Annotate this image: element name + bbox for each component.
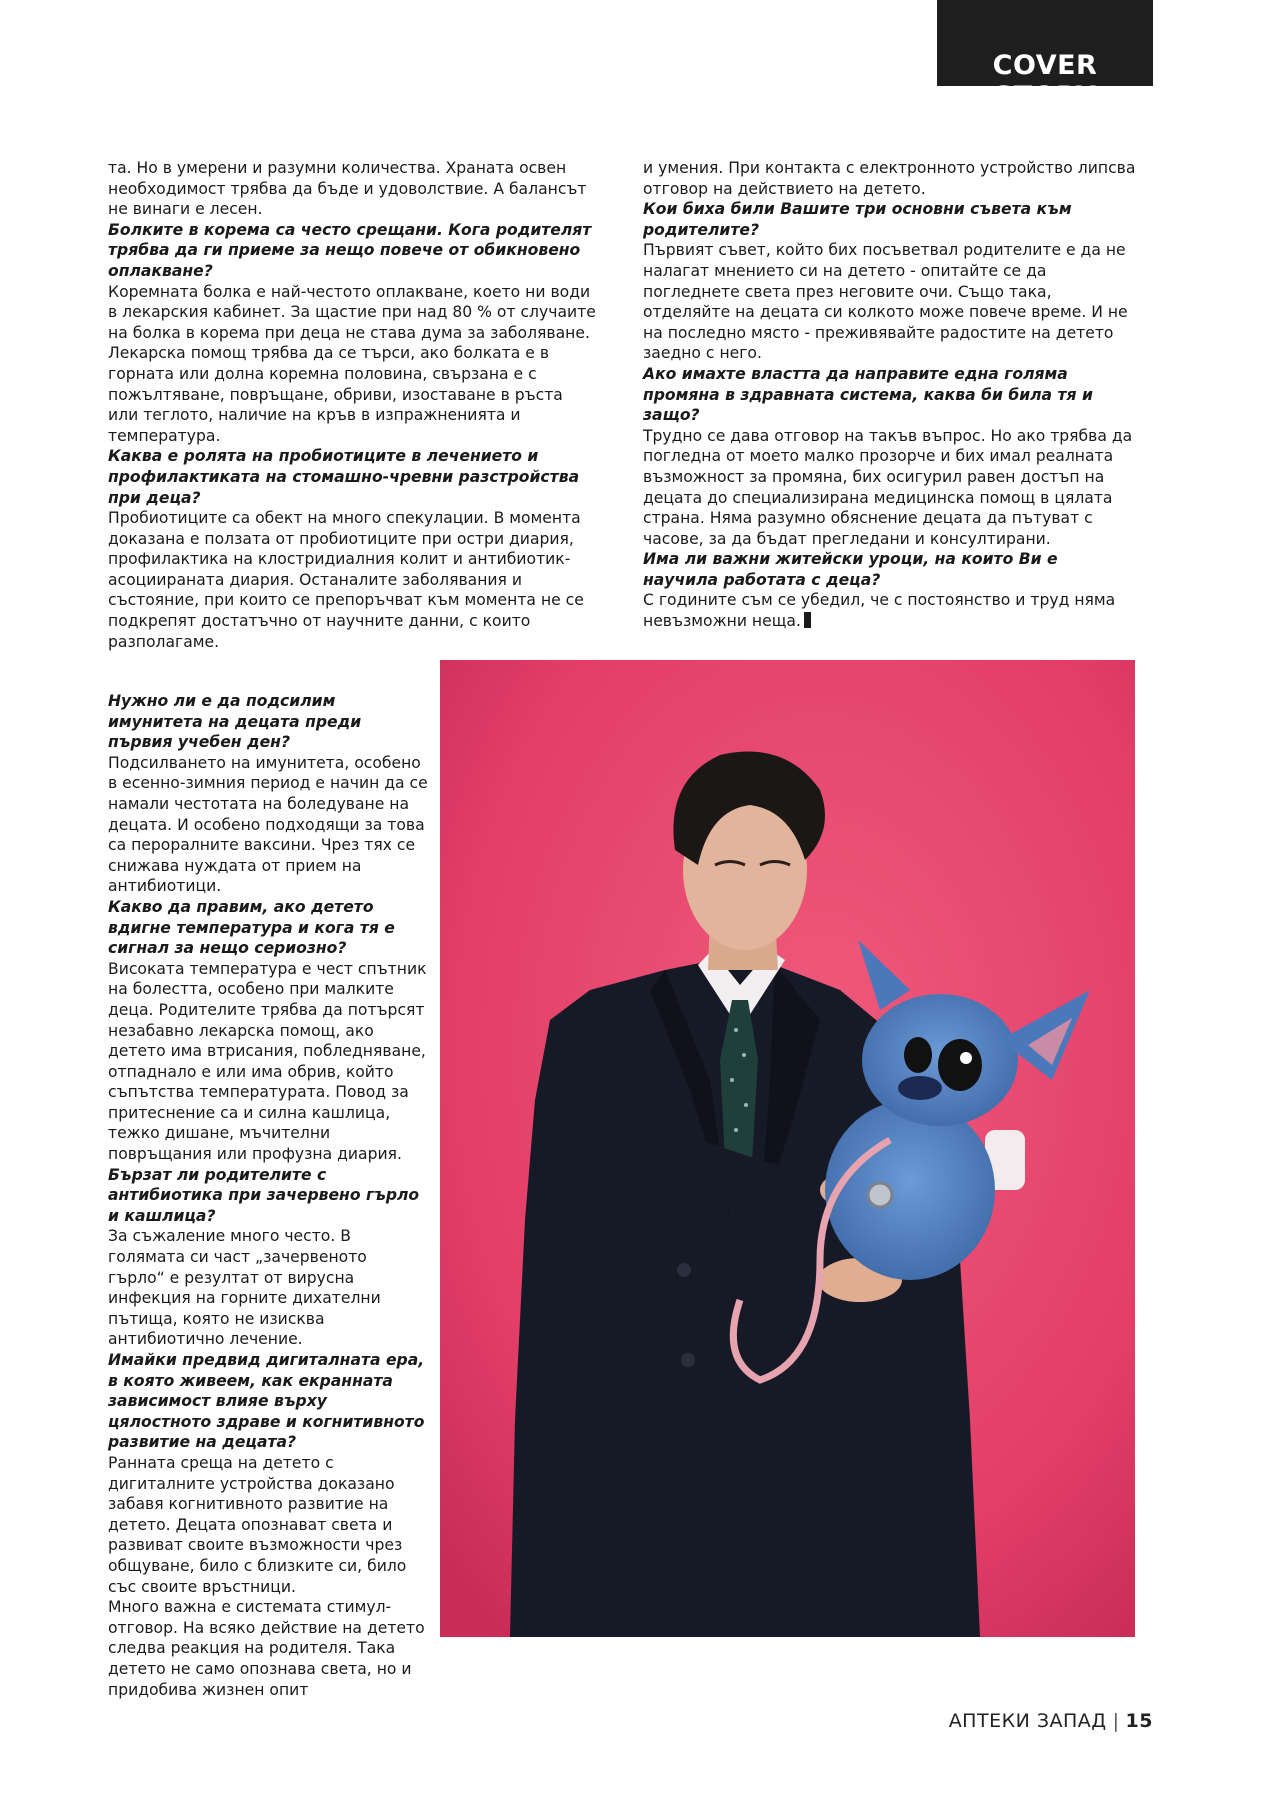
section-label: COVER STORY — [992, 50, 1098, 112]
coat-button — [681, 1353, 695, 1367]
magazine-name: АПТЕКИ ЗАПАД — [948, 1710, 1107, 1732]
interview-answer: Пробиотиците са обект на много спекулации. В момента доказана е ползата от пробиотиците при остри диария, профилактика на клостридиалния колит и антибиотик-асоциираната диария. Останалите заболявания и състояние, при които се препоръчват към момента не се подкрепят достатъчно от научните данни, с които разполагаме. — [108, 509, 584, 651]
article-column-left-narrow — [108, 691, 428, 1700]
page-footer — [900, 1710, 1153, 1732]
interview-answer: Лекарска помощ трябва да се търси, ако болката е в горната или долна коремна половина, свързана е с пожълтяване, повръщане, обриви, изоставане в ръста или теглото, наличие на кръв в изпражненията и температура. — [108, 344, 563, 445]
coat-button — [677, 1263, 691, 1277]
interview-answer: Много важна е системата стимул-отговор. На всяко действие на детето следва реакция на родителя. Така детето не само опознава света, но и придобива жизнен опит — [108, 1598, 425, 1699]
interview-question: Има ли важни житейски уроци, на които Ви е научила работата с деца? — [643, 550, 1058, 589]
interview-answer: Високата температура е чест спътник на болестта, особено при малките деца. Родителите трябва да потърсят незабавно лекарска помощ, ако детето има втрисания, побледняване, отпаднало е или има обрив, който съпътства температурата. Повод за притеснение са и силна кашлица, тежко дишане, мъчителни повръщания или профузна диария. — [108, 959, 427, 1164]
interview-question: Бързат ли родителите с антибиотика при зачервено гърло и кашлица? — [108, 1165, 420, 1225]
footer-separator: | — [1112, 1710, 1120, 1732]
interview-answer: та. Но в умерени и разумни количества. Храната освен необходимост трябва да бъде и удоволствие. А балансът не винаги е лесен. — [108, 159, 587, 219]
interview-answer: Подсилването на имунитета, особено в есенно-зимния период е начин да се намали честотата на боледуване на децата. И особено подходящи за това са пероралните ваксини. Чрез тях се снижава нуждата от прием на антибиотици. — [108, 753, 428, 896]
interview-answer: За съжаление много често. В голямата си част „зачервеното гърло“ е резултат от вирусна инфекция на горните дихателни пътища, която не изисква антибиотично лечение. — [108, 1227, 381, 1349]
interview-question: Каква е ролята на пробиотиците в лечението и профилактиката на стомашно-чревни разстройства при деца? — [108, 447, 580, 507]
interview-answer: С годините съм се убедил, че с постоянство и труд няма невъзможни неща. — [643, 591, 1116, 631]
page-number: 15 — [1125, 1710, 1153, 1732]
interview-question: Какво да правим, ако детето вдигне температура и кога тя е сигнал за нещо сериозно? — [108, 897, 395, 958]
interview-answer: Ранната среща на детето с дигиталните устройства доказано забавя когнитивното развитие на детето. Децата опознават света и развиват своите възможности чрез общуване, било с близките си, било със своите връстници. — [108, 1453, 407, 1596]
interview-answer: Коремната болка е най-честото оплакване, което ни води в лекарския кабинет. За щастие при над 80 % от случаите на болка в корема при деца не става дума за заболяване. — [108, 282, 596, 342]
interview-question: Имайки предвид дигиталната ера, в която живеем, как екранната зависимост влияе върху цялостното здраве и когнитивното развитие на децата? — [108, 1351, 425, 1452]
interview-answer: Трудно се дава отговор на такъв въпрос. Но ако трябва да погледна от моето малко прозорче и бих имал реалната възможност за промяна, бих осигурил равен достъп на децата до специализирана медицинска помощ в цялата страна. Няма разумно обяснение децата да пътуват с часове, за да бъдат прегледани и консултирани. — [643, 426, 1133, 548]
article-column-left-top — [108, 158, 598, 652]
article-column-right — [643, 158, 1138, 632]
interview-question: Ако имахте властта да направите една голяма промяна в здравната система, каква би била тя и защо? — [643, 364, 1093, 425]
interview-answer: Първият съвет, който бих посъветвал родителите е да не налагат мнението си на детето - опитайте се да погледнете света през неговите очи. Също така, отделяйте на децата си колкото може повече време. И не на последно място - преживявайте радостите на детето заедно с него. — [643, 241, 1128, 363]
interview-question: Кои биха били Вашите три основни съвета към родителите? — [643, 200, 1072, 239]
interview-answer: и умения. При контакта с електронното устройство липсва отговор на действието на детето. — [643, 159, 1136, 198]
portrait-photo — [440, 660, 1135, 1637]
end-of-article-mark — [804, 612, 811, 628]
interview-question: Болките в корема са често срещани. Кога родителят трябва да ги приеме за нещо повече от обикновено оплакване? — [108, 220, 592, 280]
interview-question: Нужно ли е да подсилим имунитета на децата преди първия учебен ден? — [108, 692, 362, 752]
